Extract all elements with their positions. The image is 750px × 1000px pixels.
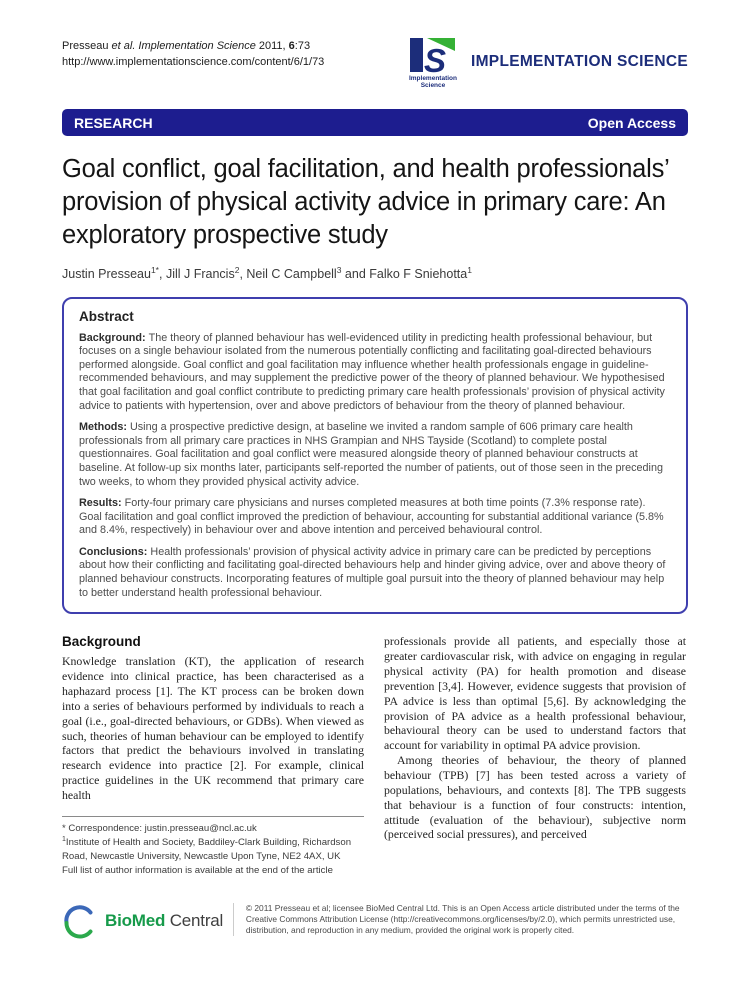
journal-logo-group (404, 36, 688, 90)
citation-line (62, 39, 324, 55)
left-column (62, 634, 364, 877)
citation-journal: et al. Implementation Science (111, 40, 256, 52)
research-label: RESEARCH (74, 114, 153, 131)
citation-url-line (62, 55, 324, 71)
central-text: Central (169, 911, 224, 931)
author-name: Falko F Sniehotta (369, 266, 468, 281)
affiliation-superscript: 1 (62, 836, 66, 844)
svg-text:S: S (423, 42, 446, 74)
citation-block (62, 36, 324, 71)
article-type-banner (62, 109, 688, 136)
abstract-section-results (79, 497, 671, 538)
is-logo-icon (410, 36, 456, 74)
author-separator: , (158, 266, 166, 281)
author (62, 264, 166, 281)
publisher-footer (62, 903, 688, 939)
footer-copyright: © 2011 Presseau et al; licensee BioMed Central Ltd. This is an Open Access article distributed under the terms of the Creative Commons Attribution License (http://creativecommons.org/licenses/by/2.0), which permits unrestricted use, distribution, and reproduction in any medium, provided the original work is properly cited. (233, 903, 688, 935)
biomed-central-logo (62, 903, 229, 939)
citation-year: 2011, (255, 40, 289, 52)
author (165, 264, 247, 281)
article-title: Goal conflict, goal facilitation, and health professionals’ provision of physical activity advice in primary care: An exploratory prospective study (62, 155, 669, 250)
author (369, 264, 472, 281)
abstract-section-label: Methods: (79, 421, 127, 434)
abstract-section-conclusions (79, 546, 671, 600)
author-separator: , (239, 266, 247, 281)
abstract-section-text: Forty-four primary care physicians and nurses completed measures at both time points (7.3% response rate). Goal facilitation and goal conflict improved the prediction of behaviour, accounting for substantial additional variance (5.8% and 8.4%, respectively) in behaviour over and above intention and perceived behavioural control. (79, 497, 664, 537)
logo-caption (409, 75, 457, 90)
page-header (62, 36, 688, 94)
author (246, 264, 370, 281)
journal-wordmark: IMPLEMENTATION SCIENCE (470, 53, 688, 70)
abstract-heading: Abstract (79, 308, 134, 324)
author-superscript: 2 (234, 264, 240, 275)
correspondence-email-link[interactable]: justin.presseau@ncl.ac.uk (144, 822, 257, 834)
author-name: Justin Presseau (62, 266, 151, 281)
abstract-section-text: Using a prospective predictive design, at baseline we invited a random sample of 606 primary care health professionals from all primary care practices in NHS Grampian and NHS Tayside (Scotland) to complete postal questionnaires. Goal facilitation and goal conflict were measured alongside theory of planned behaviour constructs at baseline. At follow-up six months later, participants self-reported the number of patients, out of those seen in the preceding two weeks, to whom they provided physical activity advice. (79, 421, 663, 488)
biomed-text: BioMed (105, 911, 166, 931)
abstract-section-label: Background: (79, 331, 146, 344)
author-superscript: 3 (336, 264, 342, 275)
body-paragraph: Among theories of behaviour, the theory of planned behaviour (TPB) [7] has been tested across a variety of populations, behaviours, and contexts [8]. The TPB suggests that behaviour is a function of four constructs: intention, attitude (evaluation of the behaviour), subjective norm (perceived social pressures), and perceived (384, 753, 686, 842)
abstract-section-label: Results: (79, 497, 122, 510)
body-paragraph: professionals provide all patients, and especially those at greater cardiovascular risk, with advice on engaging in regular physical activity (PA) for health promotion and disease prevention [3,4]. However, evidence suggests that provision of PA advice is less than optimal [5,6]. By acknowledging the provision of PA advice as a health professional behaviour, behavioural theory can be used to understand factors that account for variability in optimal PA advice provision. (384, 634, 686, 753)
author-name: Jill J Francis (165, 266, 235, 281)
affiliation-note (62, 835, 364, 863)
correspondence-label: * Correspondence: (62, 822, 142, 834)
citation-page: :73 (294, 40, 311, 52)
abstract-section-methods (79, 421, 671, 489)
background-heading: Background (62, 634, 141, 650)
author-name: Neil C Campbell (246, 266, 337, 281)
abstract-box (62, 297, 688, 615)
affiliation-text: Institute of Health and Society, Baddiley-Clark Building, Richardson Road, Newcastle University, Newcastle Upon Tyne, NE2 4AX, UK (62, 837, 352, 863)
abstract-section-text: Health professionals’ provision of physical activity advice in primary care can be predicted by perceptions about how their conflicting and facilitating goal-directed behaviours help and hinder giving advice, over and above theory of planned behaviour constructs. Incorporating features of multiple goal pursuit into the theory of planned behaviour may help to better understand health professional behaviour. (79, 545, 666, 599)
correspondence-note (62, 822, 364, 836)
biomed-central-wordmark (105, 911, 223, 931)
article-url-link[interactable]: http://www.implementationscience.com/content/6/1/73 (62, 55, 325, 68)
body-paragraph: Knowledge translation (KT), the application of research evidence into clinical practice, has been characterised as a haphazard process [1]. The KT process can be broken down into a series of behaviours performed by individuals to reach a goal (i.e., goal-directed behaviours, or GDBs). When viewed as such, theories of human behaviour can be employed to identify factors that predict the behaviours involved in translating research evidence into practice [2]. For example, clinical practice guidelines in the UK recommend that primary care health (62, 654, 364, 802)
citation-author: Presseau (62, 40, 112, 52)
body-columns (62, 634, 688, 877)
right-column (384, 634, 686, 877)
author-list (62, 264, 688, 280)
footnote-block (62, 816, 364, 878)
logo-caption-line1: Implementation (408, 75, 457, 82)
open-access-label: Open Access (587, 114, 676, 131)
author-superscript: 1 (467, 264, 472, 275)
implementation-science-logo (404, 36, 462, 90)
citation-volume: 6 (288, 40, 295, 52)
author-separator: and (341, 266, 370, 281)
abstract-section-text: The theory of planned behaviour has well-evidenced utility in predicting health professional behaviour, but focuses on a single behaviour isolated from the numerous potentially conflicting and facilitating goal-directed behaviours performed alongside. Goal conflict and goal facilitation may influence whether health professionals engage in guideline-recommended behaviours, and may supplement the predictive power of the theory of planned behaviour. We hypothesised that goal facilitation and goal conflict contribute to predicting primary care health professionals’ provision of physical activity advice to patients with hypertension, over and above predictors of behaviour from the theory of planned behaviour. (79, 331, 665, 412)
author-info-note: Full list of author information is available at the end of the article (62, 864, 333, 876)
abstract-section-label: Conclusions: (79, 545, 148, 558)
author-superscript: 1* (150, 264, 159, 275)
abstract-section-background (79, 332, 671, 414)
biomed-circle-icon (62, 903, 98, 939)
logo-caption-line2: Science (420, 82, 446, 90)
